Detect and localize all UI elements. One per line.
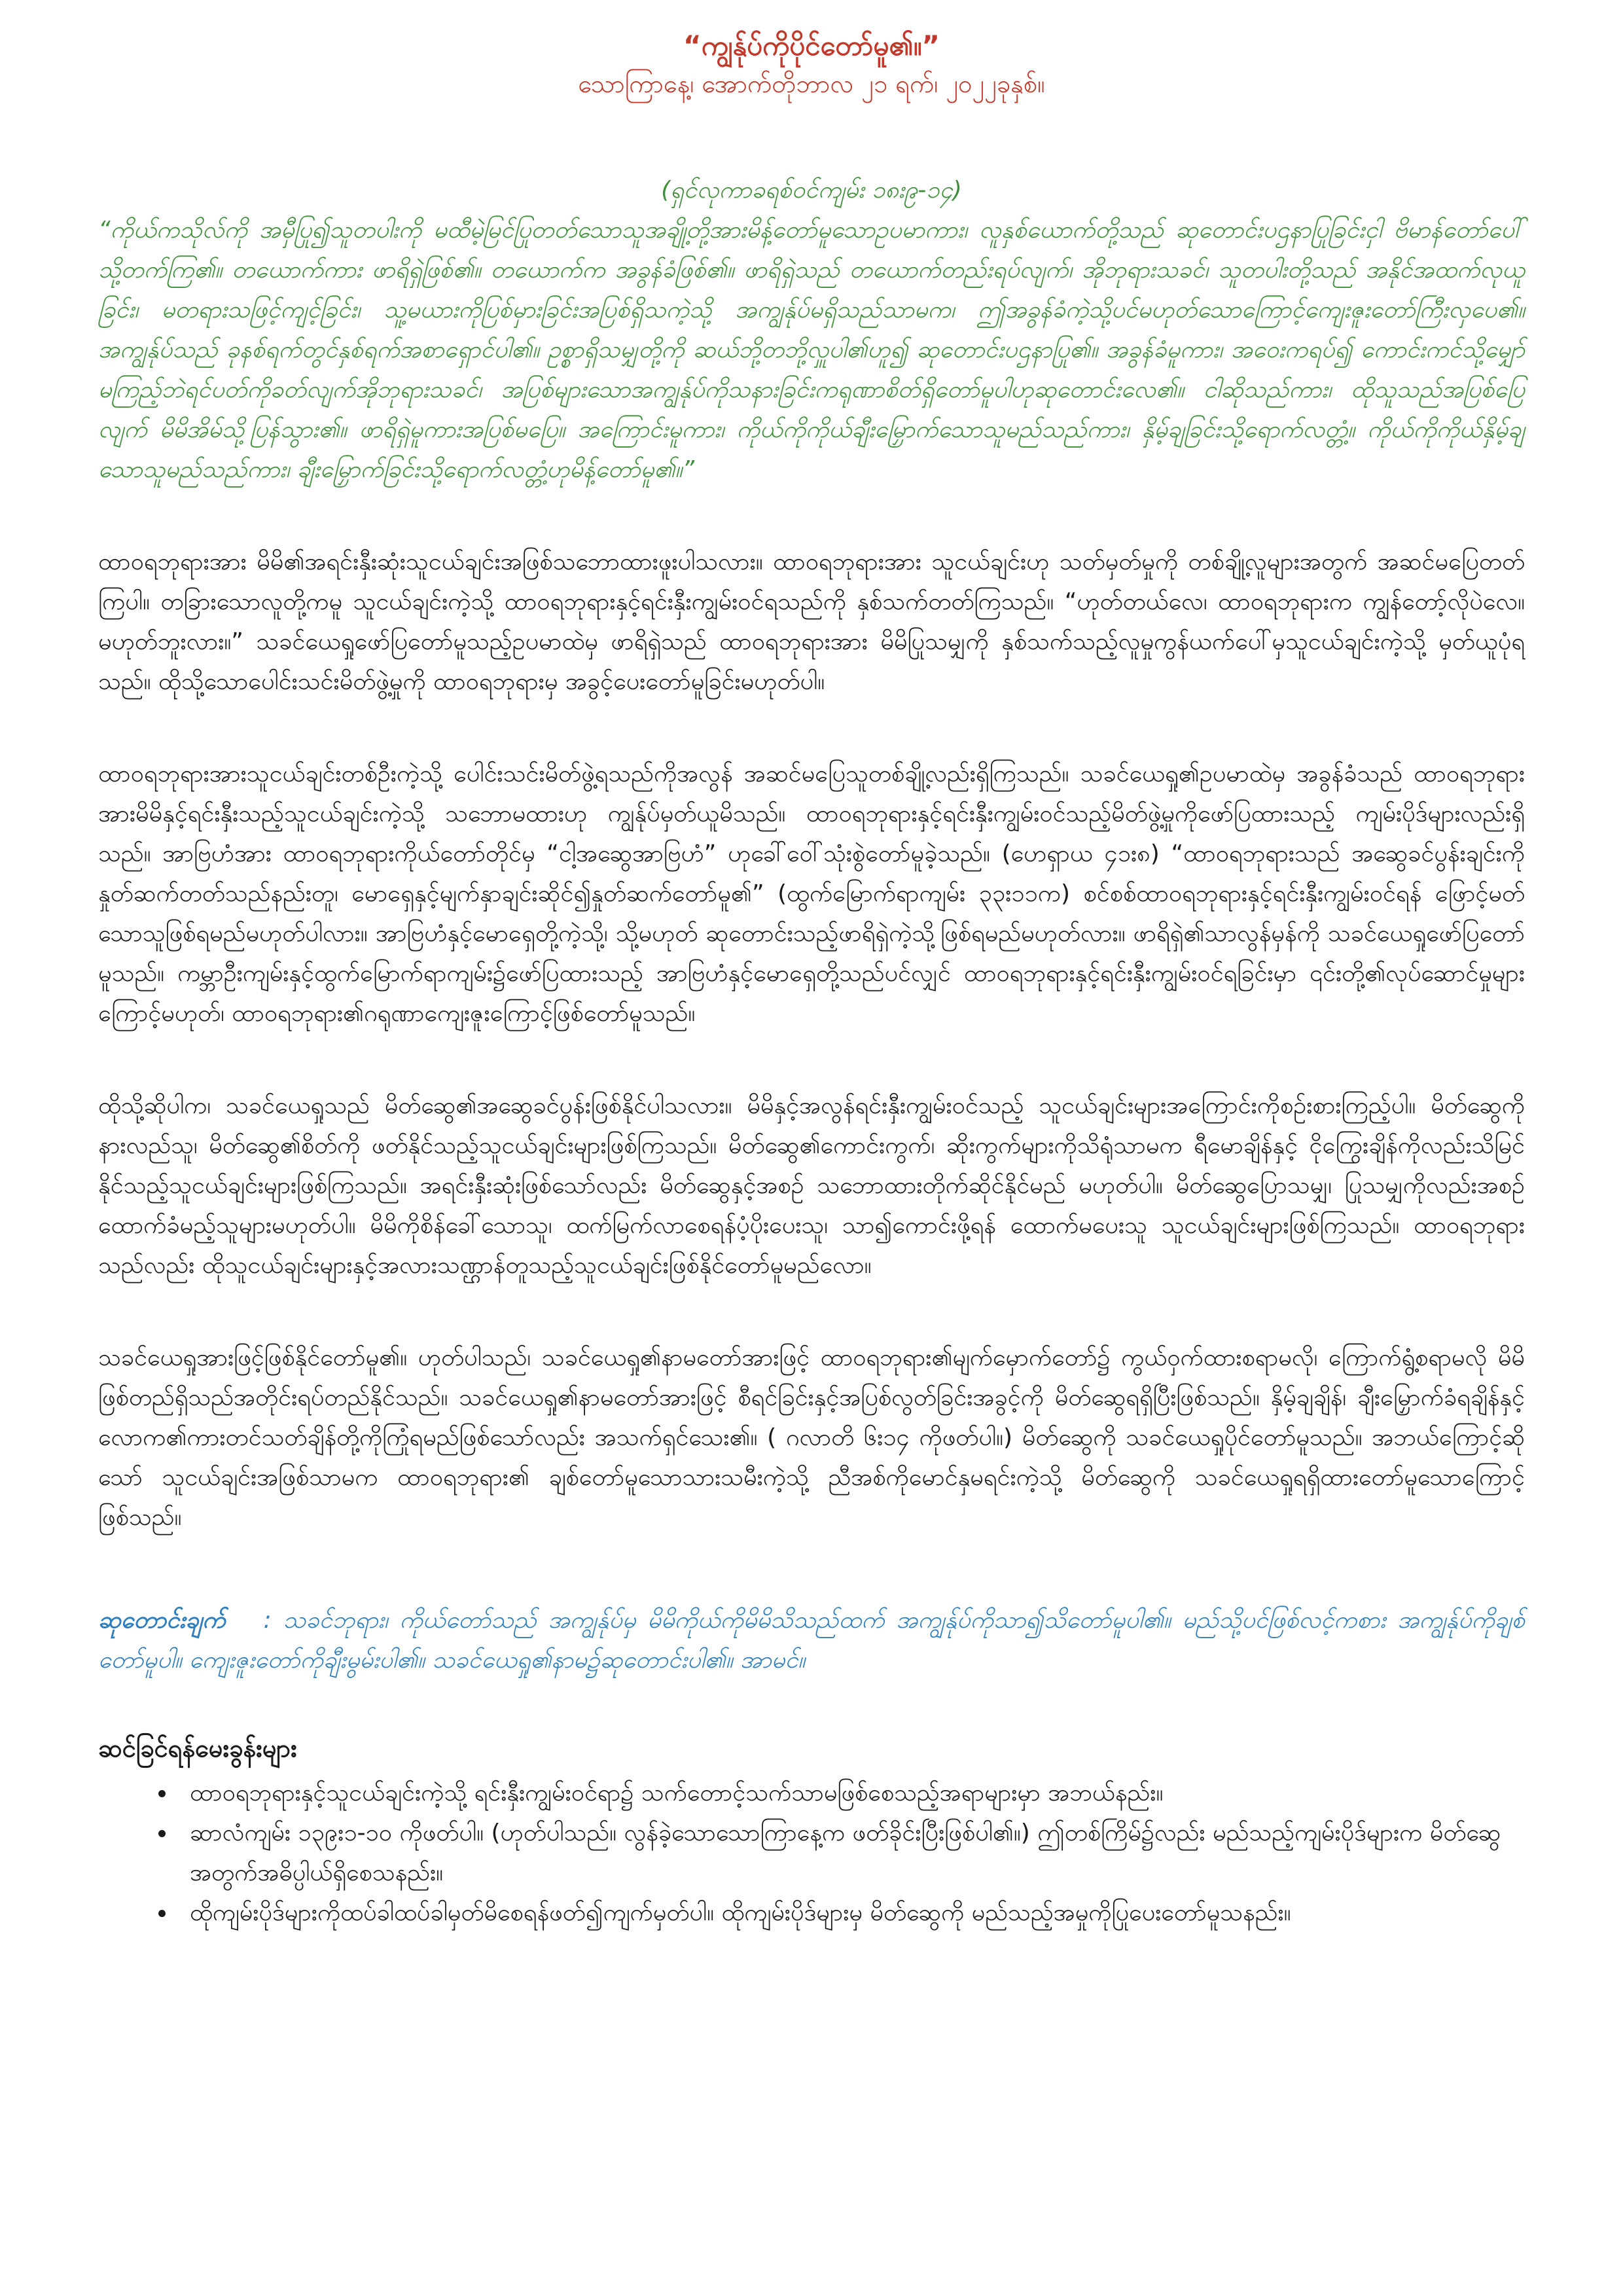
body-paragraph-1: ထာဝရဘုရားအား မိမိ၏အရင်းနှီးဆုံးသူငယ်ချင်းအဖြစ်သဘောထားဖူးပါသလား။ ထာဝရဘုရားအား သူငယ်ချင်းဟု သတ်မှတ်မှုကို တစ်ချို့လူများအတွက် အဆင်မပြေတတ်ကြပါ။ တခြားသောလူတို့ကမူ သူငယ်ချင်းကဲ့သို့ ထာဝရဘုရားနှင့်ရင်းနှီးကျွမ်းဝင်ရသည်ကို နှစ်သက်တတ်ကြသည်။ “ဟုတ်တယ်လေ၊ ထာဝရဘုရားက ကျွန်တော့်လိုပဲလေ။ မဟုတ်ဘူးလား။” သခင်ယေရှုဖော်ပြတော်မူသည့်ဥပမာထဲမှ ဖာရိရှဲသည် ထာဝရဘုရားအား မိမိပြုသမျှကို နှစ်သက်သည့်လူမှုကွန်ယက်ပေါ်မှသူငယ်ချင်းကဲ့သို့ မှတ်ယူပုံရသည်။ ထိုသို့သောပေါင်းသင်းမိတ်ဖွဲ့မှုကို ထာဝရဘုရားမှ အခွင့်ပေးတော်မူခြင်းမဟုတ်ပါ။ xyxy=(98,548,1525,695)
body-paragraph-2: ထာဝရဘုရားအားသူငယ်ချင်းတစ်ဦးကဲ့သို့ ပေါင်းသင်းမိတ်ဖွဲ့ရသည်ကိုအလွန် အဆင်မပြေသူတစ်ချို့လည်းရှိကြသည်။ သခင်ယေရှု၏ဥပမာထဲမှ အခွန်ခံသည် ထာဝရဘုရားအားမိမိနှင့်ရင်းနှီးသည့်သူငယ်ချင်းကဲ့သို့ သဘောမထားဟု ကျွန်ုပ်မှတ်ယူမိသည်။ ထာဝရဘုရားနှင့်ရင်းနှီးကျွမ်းဝင်သည့်မိတ်ဖွဲ့မှုကိုဖော်ပြထားသည့် ကျမ်းပိုဒ်များလည်းရှိသည်။ အာဗြဟံအား ထာဝရဘုရားကိုယ်တော်တိုင်မှ “ငါ့အဆွေအာဗြဟံ” ဟုခေါ်ဝေါ်သုံးစွဲတော်မူခဲ့သည်။ (ဟေရှာယ ၄၁း၈) “ထာဝရဘုရားသည် အဆွေခင်ပွန်းချင်းကိုနှုတ်ဆက်တတ်သည်နည်းတူ၊ မောရှေနှင့်မျက်နှာချင်းဆိုင်၍နှုတ်ဆက်တော်မူ၏” (ထွက်မြောက်ရာကျမ်း ၃၃း၁၁က) စင်စစ်ထာဝရဘုရားနှင့်ရင်းနှီးကျွမ်းဝင်ရန် ဖြောင့်မတ်သောသူဖြစ်ရမည်မဟုတ်ပါလား။ အာဗြဟံနှင့်မောရှေတို့ကဲ့သို့၊ သို့မဟုတ် ဆုတောင်းသည့်ဖာရိရှဲကဲ့သို့ဖြစ်ရမည်မဟုတ်လား။ ဖာရိရှဲ၏သာလွန်မှန်ကို သခင်ယေရှုဖော်ပြတော်မူသည်။ ကမ္ဘာဦးကျမ်းနှင့်ထွက်မြောက်ရာကျမ်း၌ဖော်ပြထားသည့် အာဗြဟံနှင့်မောရှေတို့သည်ပင်လျှင် ထာဝရဘုရားနှင့်ရင်းနှီးကျွမ်းဝင်ရခြင်းမှာ ၎င်းတို့၏လုပ်ဆောင်မှုများကြောင့်မဟုတ်၊ ထာဝရဘုရား၏ဂရုဏာကျေးဇူးကြောင့်ဖြစ်တော်မူသည်။ xyxy=(98,761,1525,1027)
questions-list xyxy=(98,1773,1525,1933)
body-paragraph-4: သခင်ယေရှုအားဖြင့်ဖြစ်နိုင်တော်မူ၏။ ဟုတ်ပါသည်၊ သခင်ယေရှု၏နာမတော်အားဖြင့် ထာဝရဘုရား၏မျက်မှောက်တော်၌ ကွယ်ဝှက်ထားစရာမလို၊ ကြောက်ရွံ့စရာမလို မိမိဖြစ်တည်ရှိသည်အတိုင်းရပ်တည်နိုင်သည်။ သခင်ယေရှု၏နာမတော်အားဖြင့် စီရင်ခြင်းနှင့်အပြစ်လွတ်ခြင်းအခွင့်ကို မိတ်ဆွေရရှိပြီးဖြစ်သည်။ နှိမ့်ချချိန်၊ ချီးမြှောက်ခံရချိန်နှင့်လောက၏ကားတင်သတ်ချိန်တို့ကိုကြုံရမည်ဖြစ်သော်လည်း အသက်ရှင်သေး၏။ ( ဂလာတိ ၆း၁၄ ကိုဖတ်ပါ။) မိတ်ဆွေကို သခင်ယေရှုပိုင်တော်မူသည်။ အဘယ်ကြောင့်ဆိုသော် သူငယ်ချင်းအဖြစ်သာမက ထာဝရဘုရား၏ ချစ်တော်မူသောသားသမီးကဲ့သို့ ညီအစ်ကိုမောင်နှမရင်းကဲ့သို့ မိတ်ဆွေကို သခင်ယေရှုရရှိထားတော်မူသောကြောင့်ဖြစ်သည်။ xyxy=(98,1344,1525,1531)
prayer-section xyxy=(98,1600,1525,1680)
scripture-text: “ကိုယ်ကသိုလ်ကို အမှီပြု၍သူတပါးကို မထီမဲ့မြင်ပြုတတ်သောသူအချို့တို့အားမိန့်တော်မူသောဥပမာကား၊ လူနှစ်ယောက်တို့သည် ဆုတောင်းပဌနာပြုခြင်းငှါ ဗိမာန်တော်ပေါ်သို့တက်ကြ၏။ တယောက်ကား ဖာရိရှဲဖြစ်၏။ တယောက်က အခွန်ခံဖြစ်၏။ ဖာရိရှဲသည် တယောက်တည်းရပ်လျက်၊ အိုဘုရားသခင်၊ သူတပါးတို့သည် အနိုင်အထက်လုယူခြင်း၊ မတရားသဖြင့်ကျင့်ခြင်း၊ သူ့မယားကိုပြစ်မှားခြင်းအပြစ်ရှိသကဲ့သို့ အကျွန်ုပ်မရှိသည်သာမက၊ ဤအခွန်ခံကဲ့သို့ပင်မဟုတ်သောကြောင့်ကျေးဇူးတော်ကြီးလှပေ၏။ အကျွန်ုပ်သည် ခုနစ်ရက်တွင်နှစ်ရက်အစာရှောင်ပါ၏။ ဥစ္စာရှိသမျှတို့ကို ဆယ်ဘို့တဘို့လှူပါ၏ဟူ၍ ဆုတောင်းပဌနာပြု၏။ အခွန်ခံမူကား၊ အဝေးကရပ်၍ ကောင်းကင်သို့မျှော်မကြည့်ဘဲရင်ပတ်ကိုခတ်လျက်အိုဘုရားသခင်၊ အပြစ်များသောအကျွန်ုပ်ကိုသနားခြင်းကရုဏာစိတ်ရှိတော်မူပါဟုဆုတောင်းလေ၏။ ငါဆိုသည်ကား၊ ထိုသူသည်အပြစ်ပြေလျက် မိမိအိမ်သို့ပြန်သွား၏။ ဖာရိရှဲမူကားအပြစ်မပြေ။ အကြောင်းမူကား၊ ကိုယ်ကိုကိုယ်ချီးမြှောက်သောသူမည်သည်ကား၊ နှိမ့်ချခြင်းသို့ရောက်လတ္တံ့။ ကိုယ်ကိုကိုယ်နှိမ့်ချသောသူမည်သည်ကား၊ ချီးမြှောက်ခြင်းသို့ရောက်လတ္တံ့ဟုမိန့်တော်မူ၏။” xyxy=(98,217,1525,483)
question-item-2: • ဆာလံကျမ်း ၁၃၉း၁-၁၀ ကိုဖတ်ပါ။ (ဟုတ်ပါသည်။ လွန်ခဲ့သောသောကြာနေ့က ဖတ်ခိုင်းပြီးဖြစ်ပါ၏။) ဤတစ်ကြိမ်၌လည်း မည်သည့်ကျမ်းပိုဒ်များက မိတ်ဆွေအတွက်အဓိပ္ပါယ်ရှိစေသနည်း။ xyxy=(177,1813,1525,1893)
prayer-text: : သခင်ဘုရား၊ ကိုယ်တော်သည် အကျွန်ုပ်မှ မိမိကိုယ်ကိုမိမိသိသည်ထက် အကျွန်ုပ်ကိုသာ၍သိတော်မူပါ၏။ မည်သို့ပင်ဖြစ်လင့်ကစား အကျွန်ုပ်ကိုချစ်တော်မူပါ။ ကျေးဇူးတော်ကိုချီးမွမ်းပါ၏။ သခင်ယေရှု၏နာမ၌ဆုတောင်းပါ၏။ အာမင်။ xyxy=(98,1607,1525,1674)
document-page xyxy=(98,26,1525,1933)
scripture-reference: (ရှင်လုကာခရစ်ဝင်ကျမ်း ၁၈း၉-၁၄) xyxy=(661,177,962,204)
document-title: “ကျွန်ုပ်ကိုပိုင်တော်မူ၏။” xyxy=(683,29,940,62)
question-item-1: • ထာဝရဘုရားနှင့်သူငယ်ချင်းကဲ့သို့ ရင်းနှီးကျွမ်းဝင်ရာ၌ သက်တောင့်သက်သာမဖြစ်စေသည့်အရာများမှာ အဘယ်နည်း။ xyxy=(177,1773,1525,1813)
prayer-label: ဆုတောင်းချက် xyxy=(98,1607,226,1634)
scripture-passage xyxy=(98,170,1525,490)
question-item-3: • ထိုကျမ်းပိုဒ်များကိုထပ်ခါထပ်ခါမှတ်မိစေရန်ဖတ်၍ကျက်မှတ်ပါ။ ထိုကျမ်းပိုဒ်များမှ မိတ်ဆွေကို မည်သည့်အမှုကိုပြုပေးတော်မူသနည်း။ xyxy=(177,1893,1525,1933)
questions-heading: ဆင်ခြင်ရန်မေးခွန်းများ xyxy=(98,1734,297,1763)
body-paragraph-3: ထိုသို့ဆိုပါက၊ သခင်ယေရှုသည် မိတ်ဆွေ၏အဆွေခင်ပွန်းဖြစ်နိုင်ပါသလား။ မိမိနှင့်အလွန်ရင်းနှီးကျွမ်းဝင်သည့် သူငယ်ချင်းများအကြောင်းကိုစဉ်းစားကြည့်ပါ။ မိတ်ဆွေကိုနားလည်သူ၊ မိတ်ဆွေ၏စိတ်ကို ဖတ်နိုင်သည့်သူငယ်ချင်းများဖြစ်ကြသည်။ မိတ်ဆွေ၏ကောင်းကွက်၊ ဆိုးကွက်များကိုသိရုံသာမက ရီမောချိန်နှင့် ငိုကြွေးချိန်ကိုလည်းသိမြင်နိုင်သည့်သူငယ်ချင်းများဖြစ်ကြသည်။ အရင်းနှီးဆုံးဖြစ်သော်လည်း မိတ်ဆွေနှင့်အစဉ် သဘောထားတိုက်ဆိုင်နိုင်မည် မဟုတ်ပါ။ မိတ်ဆွေပြောသမျှ၊ ပြုသမျှကိုလည်းအစဉ်ထောက်ခံမည့်သူများမဟုတ်ပါ။ မိမိကိုစိန်ခေါ်သောသူ၊ ထက်မြက်လာစေရန်ပံ့ပိုးပေးသူ၊ သာ၍ကောင်းဖို့ရန် ထောက်မပေးသူ သူငယ်ချင်းများဖြစ်ကြသည်။ ထာဝရဘုရားသည်လည်း ထိုသူငယ်ချင်းများနှင့်အလားသဏ္ဌာန်တူသည့်သူငယ်ချင်းဖြစ်နိုင်တော်မူမည်လော။ xyxy=(98,1092,1525,1279)
document-date: သောကြာနေ့၊ အောက်တိုဘာလ ၂၁ ရက်၊ ၂၀၂၂ခုနှစ်။ xyxy=(578,69,1045,98)
